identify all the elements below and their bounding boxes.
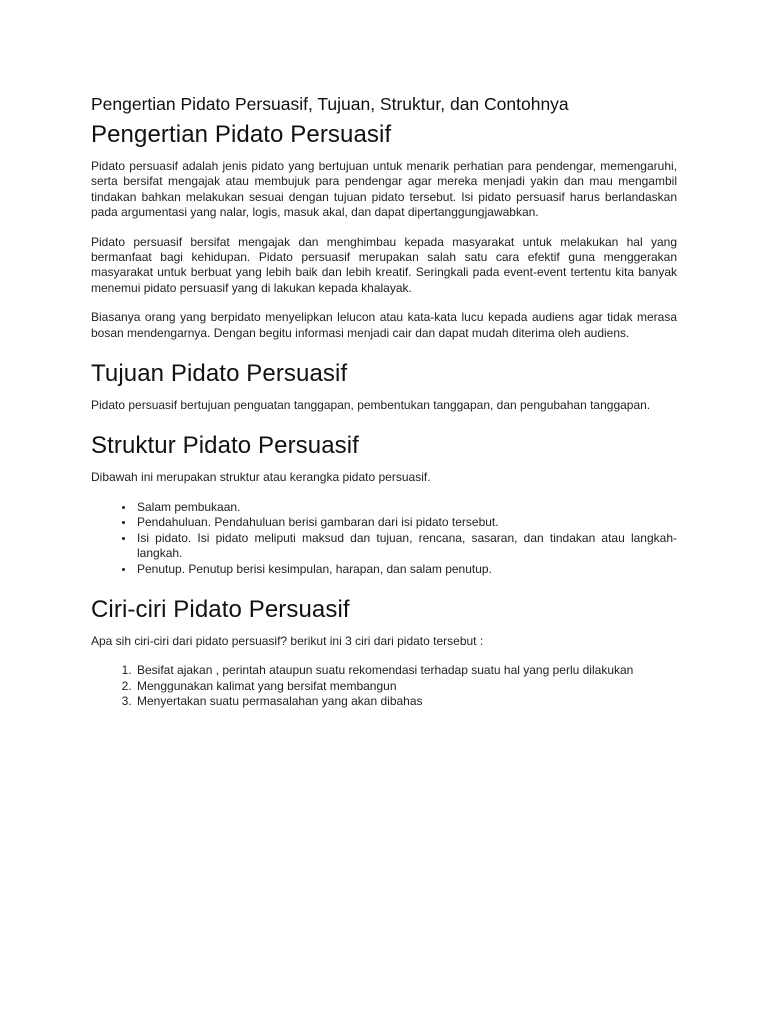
section-tujuan [91,359,677,413]
characteristics-numbered-list [91,663,677,709]
section-heading-ciri-ciri: Ciri-ciri Pidato Persuasif [91,595,350,623]
section-struktur [91,431,677,576]
paragraph: Pidato persuasif bersifat mengajak dan menghimbau kepada masyarakat untuk melakukan hal yang bermanfaat bagi kehidupan. Pidato persuasif merupakan salah satu cara efektif guna menggerakan masyarakat untuk berbuat yang lebih baik dan lebih kreatif. Seringkali pada event-event tertentu kita banyak menemui pidato persuasif yang di lakukan kepada khalayak. [91,234,677,295]
paragraph: Pidato persuasif adalah jenis pidato yang bertujuan untuk menarik perhatian para pendengar, memengaruhi, serta bersifat mengajak atau membujuk para pendengar agar mereka menjadi yakin dan mau mengambil tindakan bahkan melakukan sesuai dengan tujuan pidato tersebut. Isi pidato persuasif harus berlandaskan pada argumentasi yang nalar, logis, masuk akal, dan dapat dipertanggungjawabkan. [91,159,677,220]
section-ciri-ciri [91,595,677,710]
section-intro: Dibawah ini merupakan struktur atau kerangka pidato persuasif. [91,470,431,485]
paragraph: Pidato persuasif bertujuan penguatan tanggapan, pembentukan tanggapan, dan pengubahan tanggapan. [91,398,651,413]
section-heading-tujuan: Tujuan Pidato Persuasif [91,360,348,388]
section-heading-pengertian: Pengertian Pidato Persuasif [91,121,392,148]
structure-bullet-list [91,500,677,577]
document-content [91,92,677,710]
list-item: • Salam pembukaan. [135,500,677,515]
list-item: 1. Besifat ajakan , perintah ataupun suatu rekomendasi terhadap suatu hal yang perlu dilakukan [135,663,677,678]
list-item: 3. Menyertakan suatu permasalahan yang akan dibahas [135,694,677,709]
section-heading-struktur: Struktur Pidato Persuasif [91,432,359,460]
section-intro: Apa sih ciri-ciri dari pidato persuasif? berikut ini 3 ciri dari pidato tersebut : [91,633,484,648]
list-item: • Isi pidato. Isi pidato meliputi maksud dan tujuan, rencana, sasaran, dan tindakan atau langkah-langkah. [135,531,677,562]
list-item: • Pendahuluan. Pendahuluan berisi gambaran dari isi pidato tersebut. [135,515,677,530]
list-item: • Penutup. Penutup berisi kesimpulan, harapan, dan salam penutup. [135,562,677,577]
section-pengertian [91,120,677,341]
document-title: Pengertian Pidato Persuasif, Tujuan, Struktur, dan Contohnya [91,94,569,114]
paragraph: Biasanya orang yang berpidato menyelipkan lelucon atau kata-kata lucu kepada audiens agar tidak merasa bosan mendengarnya. Dengan begitu informasi menjadi cair dan dapat mudah diterima oleh audiens. [91,310,677,340]
list-item: 2. Menggunakan kalimat yang bersifat membangun [135,679,677,694]
